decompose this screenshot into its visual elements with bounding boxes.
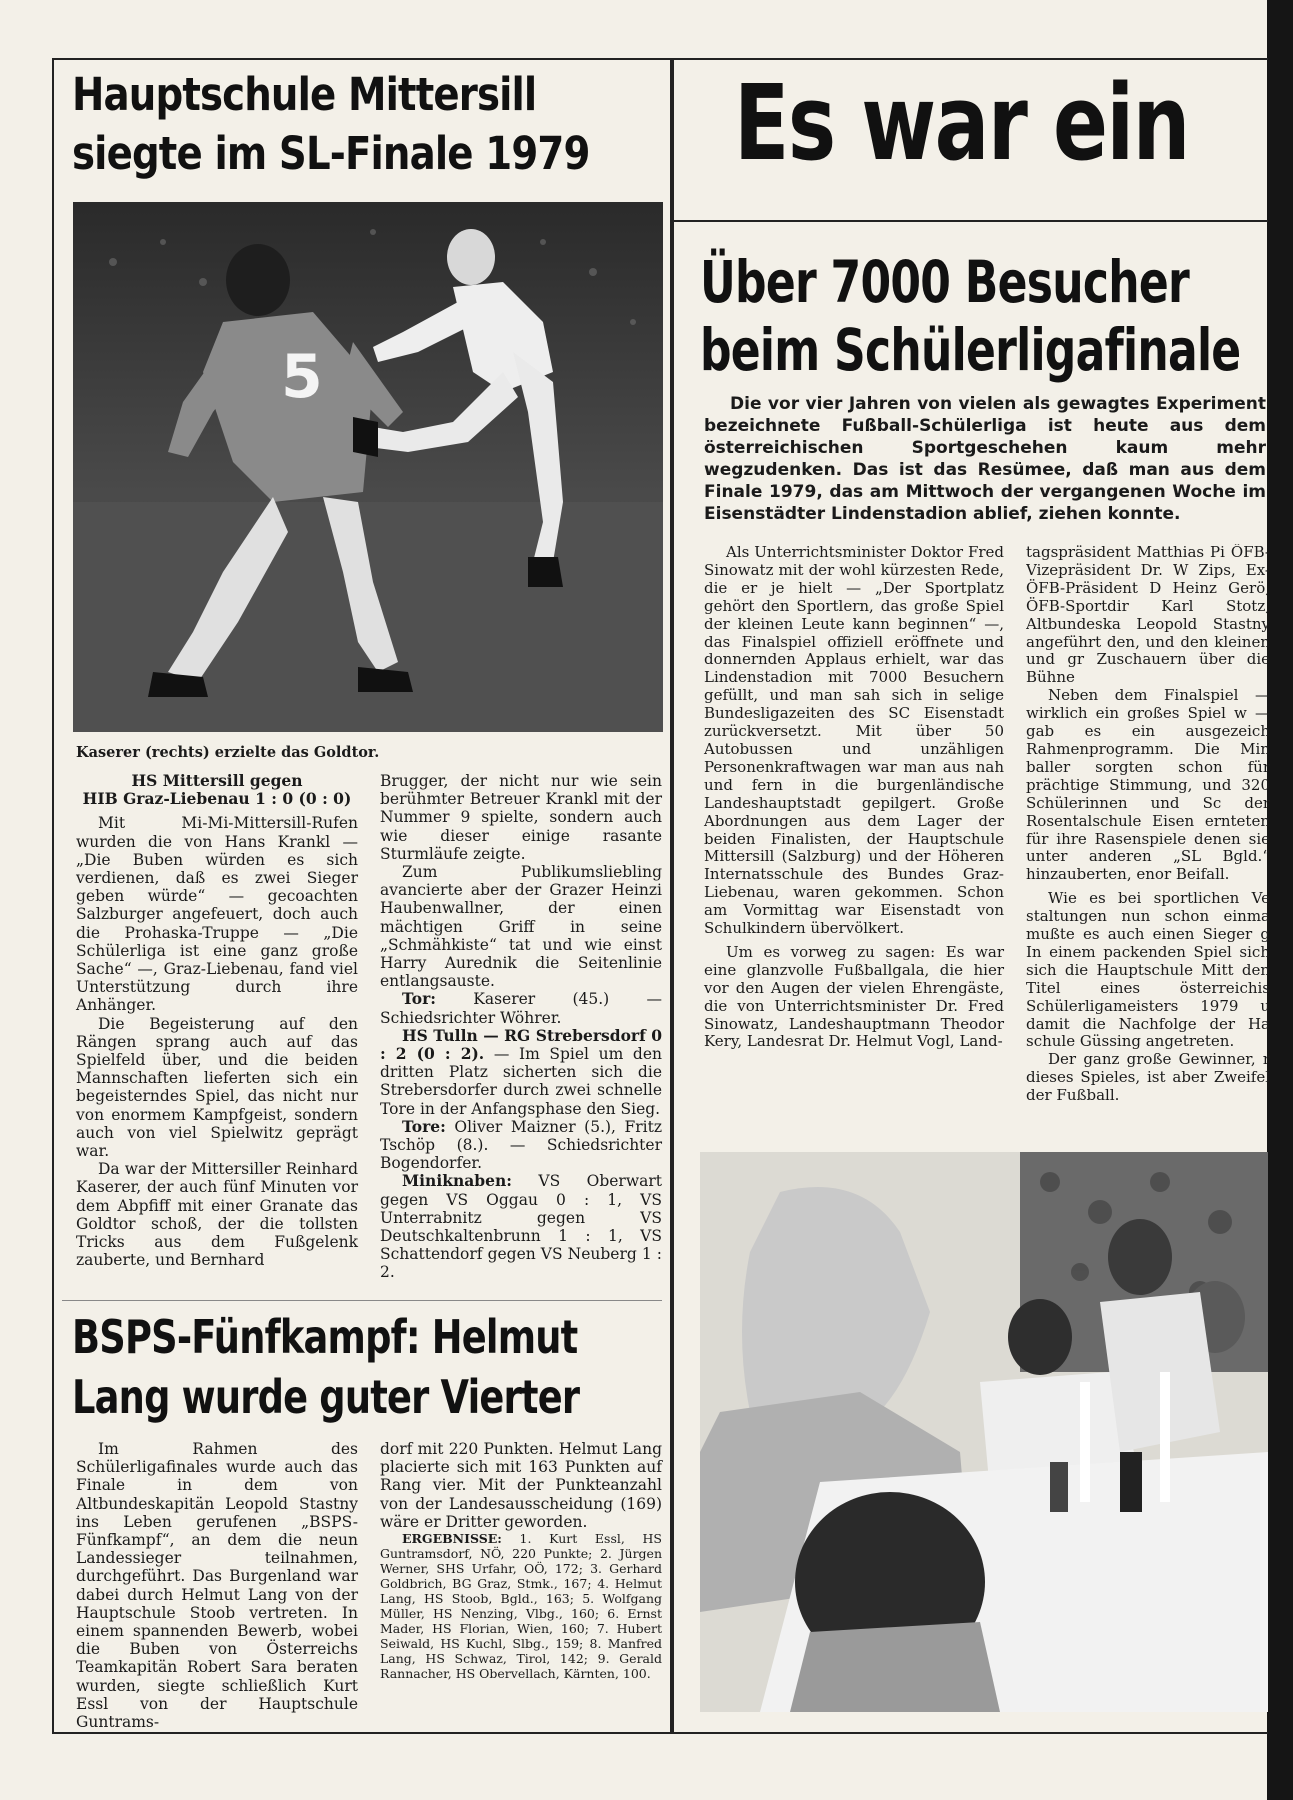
left-col2-paragraph: Brugger, der nicht nur wie sein berühmter Betreuer Krankl mit der Nummer 9 spielte, sondern auch wie dieser einige rasante Sturmläufe zeigte.: [380, 772, 662, 863]
right-lead-paragraph: Die vor vier Jahren von vielen als gewagtes Experiment bezeichnete Fußball-Schülerliga ist heute aus dem österreichischen Sportgeschehen kaum mehr wegzudenken. Das ist das Resümee, daß man aus dem Finale 1979, das am Mittwoch der vergangenen Woche im Eisenstädter Lindenstadion ablief, ziehen konnte.: [704, 394, 1266, 524]
bsps-col2: [380, 1440, 662, 1681]
results-text: 1. Kurt Essl, HS Guntramsdorf, NÖ, 220 Punkte; 2. Jürgen Werner, SHS Urfahr, OÖ, 172; 3. Gerhard Goldbrich, BG Graz, Stmk., 167; 4. Helmut Lang, HS Stoob, Bgld., 163; 5. Wolfgang Müller, HS Nenzing, Vlbg., 160; 6. Ernst Mader, HS Florian, Wien, 160; 7. Hubert Seiwald, HS Kuchl, Slbg., 159; 8. Manfred Lang, HS Schwaz, Tirol, 142; 9. Gerald Rannacher, HS Obervellach, Kärnten, 100.: [380, 1531, 662, 1682]
bsps-headline-line2: Lang wurde guter Vierter: [72, 1370, 580, 1424]
dinner-photo: [700, 1152, 1268, 1712]
right-col2-paragraph: Wie es bei sportlichen Ve staltungen nun schon einma mußte es auch einen Sieger g In einem packenden Spiel sich sich die Hauptschule Mitt den Titel eines österreichis Schülerligameisters 1979 u damit die Nachfolge der Ha schule Güssing angetreten.: [1026, 889, 1270, 1051]
tore-text: Oliver Maizner (5.), Fritz Tschöp (8.). — Schiedsrichter Bogendorfer.: [380, 1117, 662, 1173]
match2-label: HS Tulln — RG Strebersdorf 0 : 2 (0 : 2).: [380, 1025, 662, 1064]
big-headline: Es war ein: [734, 62, 1189, 184]
right-headline-rule: [672, 220, 1268, 222]
right-col1-paragraph: Als Unterrichtsminister Doktor Fred Sinowatz mit der wohl kürzesten Rede, die er je hielt — „Der Sportplatz gehört den Sportlern, das große Spiel der kleinen Leute kann beginnen“ —, das Finalspiel offiziell eröffnete und donnernden Applaus erhielt, war das Lindenstadion mit 7000 Besuchern gefüllt, und man sah sich in selige Bundesligazeiten des SC Eisenstadt zurückversetzt. Mit über 50 Autobussen und unzähligen Personenkraftwagen war man aus nah und fern in die burgenländische Landeshauptstadt gepilgert. Große Abordnungen aus dem Lager der beiden Finalisten, der Hauptschule Mittersill (Salzburg) und der Höheren Internatsschule des Bundes Graz-Liebenau, waren gekommen. Schon am Vormittag war Eisenstadt von Schulkindern übervölkert.: [704, 543, 1004, 938]
left-col1-paragraph: Da war der Mittersiller Reinhard Kaserer, der auch fünf Minuten vor dem Abpfiff mit einer Granate das Goldtor schoß, der die tollsten Tricks aus dem Fußgelenk zauberte, und Bernhard: [76, 1160, 358, 1270]
right-headline-line2: beim Schülerligafinale: [700, 316, 1241, 384]
miniknaben-text: VS Oberwart gegen VS Oggau 0 : 1, VS Unterrabnitz gegen VS Deutschkaltenbrunn 1 : 1, VS Schattendorf gegen VS Neuberg 1 : 2.: [380, 1172, 662, 1282]
left-headline-line1: Hauptschule Mittersill: [72, 68, 537, 121]
left-article-col1: [76, 772, 358, 1269]
left-col1-paragraph: Die Begeisterung auf den Rängen sprang auch auf das Spielfeld über, und die beiden Mannschaften lieferten sich ein begeisterndes Spiel, das nicht nur von enormem Kampfgeist, sondern auch von viel Spielwitz geprägt war.: [76, 1014, 358, 1161]
scan-edge: [1267, 0, 1293, 1800]
bsps-headline-line1: BSPS-Fünfkampf: Helmut: [72, 1310, 578, 1364]
tor-label: Tor:: [402, 989, 436, 1009]
left-headline-line2: siegte im SL-Finale 1979: [72, 127, 590, 180]
match2-text: — Im Spiel um den dritten Platz sicherten sich die Strebersdorfer durch zwei schnelle Tore in der Anfangsphase den Sieg.: [380, 1045, 663, 1118]
right-left-border: [672, 58, 674, 1734]
right-col2-paragraph: Der ganz große Gewinner, r dieses Spieles, ist aber Zweifel der Fußball.: [1026, 1050, 1270, 1105]
right-article-col1: [704, 544, 1004, 1051]
right-col2-paragraph: Neben dem Finalspiel — wirklich ein großes Spiel w — gab es ein ausgezeich Rahmenprogramm. Die Min baller sorgten schon für prächtige Stimmung, und 320 Schülerinnen und Sc der Rosentalschule Eisen ernteten für ihre Rasenspiele denen sie unter anderen „SL Bgld.“ hinzauberten, enor Beifall.: [1026, 686, 1270, 884]
right-col2-paragraph: tagspräsident Matthias Pi ÖFB-Vizepräsident Dr. W Zips, Ex-ÖFB-Präsident D Heinz Gerö, ÖFB-Sportdir Karl Stotz, Altbundeska Leopold Stastny angeführt den, und den kleinen und gr Zuschauern über die Bühne: [1026, 544, 1270, 687]
bsps-col2-paragraph: dorf mit 220 Punkten. Helmut Lang placierte sich mit 163 Punkten auf Rang vier. Mit der Punkteanzahl von der Landesausscheidung (169) wäre er Dritter geworden.: [380, 1440, 662, 1531]
match-subhead-line1: HS Mittersill gegen: [131, 771, 303, 790]
right-col1-paragraph: Um es vorweg zu sagen: Es war eine glanzvolle Fußballgala, die hier vor den Augen der vielen Ehrengäste, die von Unterrichtsminister Dr. Fred Sinowatz, Landeshauptmann Theodor Kery, Landesrat Dr. Helmut Vogl, Land-: [704, 942, 1004, 1051]
football-photo: [73, 202, 663, 732]
tor-text: Kaserer (45.) — Schiedsrichter Wöhrer.: [380, 990, 662, 1027]
bsps-col1: [76, 1440, 358, 1731]
jersey-number: 5: [281, 342, 323, 412]
section-divider: [62, 1300, 662, 1301]
photo-caption: Kaserer (rechts) erzielte das Goldtor.: [76, 744, 380, 761]
right-article-col2: [1026, 544, 1270, 1144]
left-col1-paragraph: Mit Mi-Mi-Mittersill-Rufen wurden die von Hans Krankl — „Die Buben würden es sich verdienen, daß es zwei Sieger geben würde“ — gecoachten Salzburger angefeuert, doch auch die Prohaska-Truppe — „Die Schülerliga ist eine ganz große Sache“ —, Graz-Liebenau, fand viel Unterstützung durch ihre Anhänger.: [76, 814, 358, 1015]
tore-label: Tore:: [402, 1116, 446, 1136]
right-headline-line1: Über 7000 Besucher: [700, 248, 1189, 316]
left-col2-paragraph: Zum Publikumsliebling avancierte aber der Grazer Heinzi Haubenwallner, der einen mächtigen Griff in seine „Schmähkiste“ tat und wie einst Harry Aurednik die Seitenlinie entlangsauste.: [380, 863, 662, 991]
miniknaben-label: Miniknaben:: [402, 1171, 512, 1191]
bsps-results: [380, 1531, 662, 1681]
match-subhead-line2: HIB Graz-Liebenau 1 : 0 (0 : 0): [82, 789, 352, 809]
results-label: ERGEBNISSE:: [402, 1531, 502, 1547]
left-article-col2: [380, 772, 662, 1282]
bsps-col1-paragraph: Im Rahmen des Schülerligafinales wurde auch das Finale in dem von Altbundeskapitän Leopold Stastny ins Leben gerufenen „BSPS-Fünfkampf“, an dem die neun Landessieger teilnahmen, durchgeführt. Das Burgenland war dabei durch Helmut Lang von der Hauptschule Stoob vertreten. In einem spannenden Bewerb, wobei die Buben von Österreichs Teamkapitän Robert Sara beraten wurden, siegte schließlich Kurt Essl von der Hauptschule Guntrams-: [76, 1440, 358, 1732]
